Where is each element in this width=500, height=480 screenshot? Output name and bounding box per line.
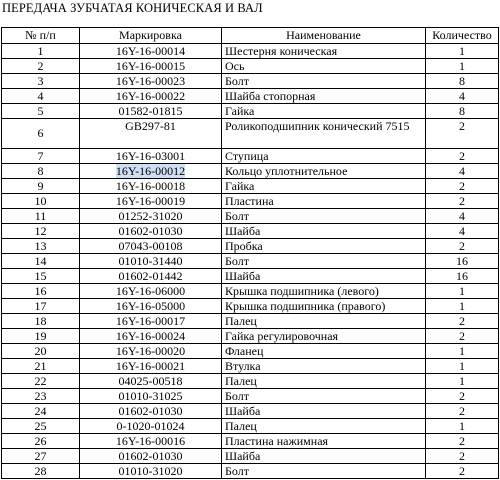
row-number: 4: [2, 89, 80, 104]
table-row: [2, 209, 499, 224]
part-code[interactable]: GB297-81: [80, 119, 222, 149]
table-row: [2, 179, 499, 194]
table-row: [2, 224, 499, 239]
row-number: 24: [2, 404, 80, 419]
part-code[interactable]: 16Y-16-00020: [80, 344, 222, 359]
part-quantity: 1: [426, 284, 499, 299]
table-row: [2, 149, 499, 164]
row-number: 20: [2, 344, 80, 359]
part-code[interactable]: 01010-31025: [80, 389, 222, 404]
parts-table: [1, 27, 499, 479]
part-code[interactable]: 16Y-16-00024: [80, 329, 222, 344]
row-number: 22: [2, 374, 80, 389]
part-code[interactable]: 16Y-16-00023: [80, 74, 222, 89]
part-quantity: 2: [426, 239, 499, 254]
part-name: Шайба стопорная: [222, 89, 426, 104]
part-quantity: 1: [426, 59, 499, 74]
part-quantity: 4: [426, 224, 499, 239]
part-quantity: 16: [426, 254, 499, 269]
part-name: Пластина нажимная: [222, 434, 426, 449]
part-name: Гайка регулировочная: [222, 329, 426, 344]
table-row: [2, 344, 499, 359]
part-quantity: 2: [426, 314, 499, 329]
part-name: Болт: [222, 254, 426, 269]
column-header-code: Маркировка: [80, 28, 222, 44]
table-row: [2, 74, 499, 89]
part-name: Фланец: [222, 344, 426, 359]
table-row: [2, 314, 499, 329]
part-code[interactable]: 01602-01030: [80, 224, 222, 239]
part-name: Палец: [222, 374, 426, 389]
part-quantity: 1: [426, 359, 499, 374]
row-number: 7: [2, 149, 80, 164]
part-code[interactable]: 01602-01030: [80, 449, 222, 464]
part-name: Шайба: [222, 269, 426, 284]
part-name: Шестерня коническая: [222, 44, 426, 59]
row-number: 28: [2, 464, 80, 479]
row-number: 1: [2, 44, 80, 59]
part-name: Крышка подшипника (левого): [222, 284, 426, 299]
part-code[interactable]: 16Y-16-00019: [80, 194, 222, 209]
table-row: [2, 389, 499, 404]
table-row: [2, 434, 499, 449]
part-quantity: 4: [426, 209, 499, 224]
part-code[interactable]: 01010-31440: [80, 254, 222, 269]
table-row: [2, 299, 499, 314]
part-quantity: 1: [426, 299, 499, 314]
table-row: [2, 464, 499, 479]
table-row: [2, 284, 499, 299]
part-code[interactable]: 01602-01442: [80, 269, 222, 284]
table-row: [2, 59, 499, 74]
table-row: [2, 254, 499, 269]
part-name: Ступица: [222, 149, 426, 164]
part-code[interactable]: 04025-00518: [80, 374, 222, 389]
table-row: [2, 119, 499, 149]
part-quantity: 2: [426, 434, 499, 449]
selected-text-highlight[interactable]: 16Y-16-00012: [115, 163, 186, 178]
part-quantity: 1: [426, 419, 499, 434]
column-header-name: Наименование: [222, 28, 426, 44]
row-number: 6: [2, 119, 80, 149]
part-name: Пластина: [222, 194, 426, 209]
table-row: [2, 44, 499, 59]
part-quantity: 4: [426, 164, 499, 179]
part-code[interactable]: 16Y-16-03001: [80, 149, 222, 164]
part-quantity: 8: [426, 74, 499, 89]
part-quantity: 2: [426, 194, 499, 209]
part-quantity: 1: [426, 44, 499, 59]
table-row: [2, 419, 499, 434]
part-name: Палец: [222, 419, 426, 434]
part-name: Болт: [222, 74, 426, 89]
part-name: Роликоподшипник конический 7515: [222, 119, 426, 149]
row-number: 2: [2, 59, 80, 74]
part-name: Гайка: [222, 179, 426, 194]
table-row: [2, 164, 499, 179]
column-header-number: № п/п: [2, 28, 80, 44]
part-quantity: 2: [426, 149, 499, 164]
part-quantity: 2: [426, 119, 499, 149]
page-title: ПЕРЕДАЧА ЗУБЧАТАЯ КОНИЧЕСКАЯ И ВАЛ: [2, 1, 263, 15]
table-row: [2, 449, 499, 464]
row-number: 8: [2, 164, 80, 179]
row-number: 5: [2, 104, 80, 119]
row-number: 26: [2, 434, 80, 449]
part-name: Болт: [222, 209, 426, 224]
row-number: 19: [2, 329, 80, 344]
row-number: 23: [2, 389, 80, 404]
row-number: 17: [2, 299, 80, 314]
table-row: [2, 374, 499, 389]
part-quantity: 1: [426, 344, 499, 359]
part-quantity: 2: [426, 464, 499, 479]
part-code[interactable]: 01010-31020: [80, 464, 222, 479]
row-number: 3: [2, 74, 80, 89]
row-number: 16: [2, 284, 80, 299]
row-number: 21: [2, 359, 80, 374]
table-row: [2, 404, 499, 419]
part-name: Болт: [222, 464, 426, 479]
part-quantity: 8: [426, 104, 499, 119]
table-row: [2, 104, 499, 119]
row-number: 11: [2, 209, 80, 224]
row-number: 12: [2, 224, 80, 239]
part-code[interactable]: 16Y-16-00022: [80, 89, 222, 104]
row-number: 10: [2, 194, 80, 209]
table-row: [2, 269, 499, 284]
part-code[interactable]: 16Y-16-00017: [80, 314, 222, 329]
part-name: Шайба: [222, 404, 426, 419]
part-name: Шайба: [222, 224, 426, 239]
part-quantity: 2: [426, 389, 499, 404]
part-code[interactable]: 16Y-16-06000: [80, 284, 222, 299]
column-header-quantity: Количество: [426, 28, 499, 44]
part-name: Гайка: [222, 104, 426, 119]
table-row: [2, 239, 499, 254]
part-code[interactable]: 0-1020-01024: [80, 419, 222, 434]
part-name: Втулка: [222, 359, 426, 374]
part-code[interactable]: 07043-00108: [80, 239, 222, 254]
part-name: Крышка подшипника (правого): [222, 299, 426, 314]
row-number: 27: [2, 449, 80, 464]
part-quantity: 4: [426, 89, 499, 104]
part-quantity: 16: [426, 269, 499, 284]
row-number: 14: [2, 254, 80, 269]
table-row: [2, 194, 499, 209]
row-number: 15: [2, 269, 80, 284]
part-quantity: 1: [426, 374, 499, 389]
part-code[interactable]: 16Y-16-00018: [80, 179, 222, 194]
part-name: Пробка: [222, 239, 426, 254]
part-quantity: 2: [426, 329, 499, 344]
row-number: 9: [2, 179, 80, 194]
part-code[interactable]: 16Y-16-00021: [80, 359, 222, 374]
table-row: [2, 329, 499, 344]
part-name: Шайба: [222, 449, 426, 464]
row-number: 18: [2, 314, 80, 329]
row-number: 13: [2, 239, 80, 254]
part-name: Палец: [222, 314, 426, 329]
row-number: 25: [2, 419, 80, 434]
part-code[interactable]: 01602-01030: [80, 404, 222, 419]
part-code[interactable]: 16Y-16-05000: [80, 299, 222, 314]
table-row: [2, 89, 499, 104]
part-name: Ось: [222, 59, 426, 74]
part-name: Кольцо уплотнительное: [222, 164, 426, 179]
part-code[interactable]: 16Y-16-00015: [80, 59, 222, 74]
part-code[interactable]: [80, 164, 222, 179]
part-quantity: 2: [426, 404, 499, 419]
part-code[interactable]: 16Y-16-00016: [80, 434, 222, 449]
table-row: [2, 359, 499, 374]
part-quantity: 2: [426, 179, 499, 194]
part-name: Болт: [222, 389, 426, 404]
part-code[interactable]: 16Y-16-00014: [80, 44, 222, 59]
part-quantity: 2: [426, 449, 499, 464]
table-header-row: [2, 28, 499, 44]
part-code[interactable]: 01252-31020: [80, 209, 222, 224]
part-code[interactable]: 01582-01815: [80, 104, 222, 119]
